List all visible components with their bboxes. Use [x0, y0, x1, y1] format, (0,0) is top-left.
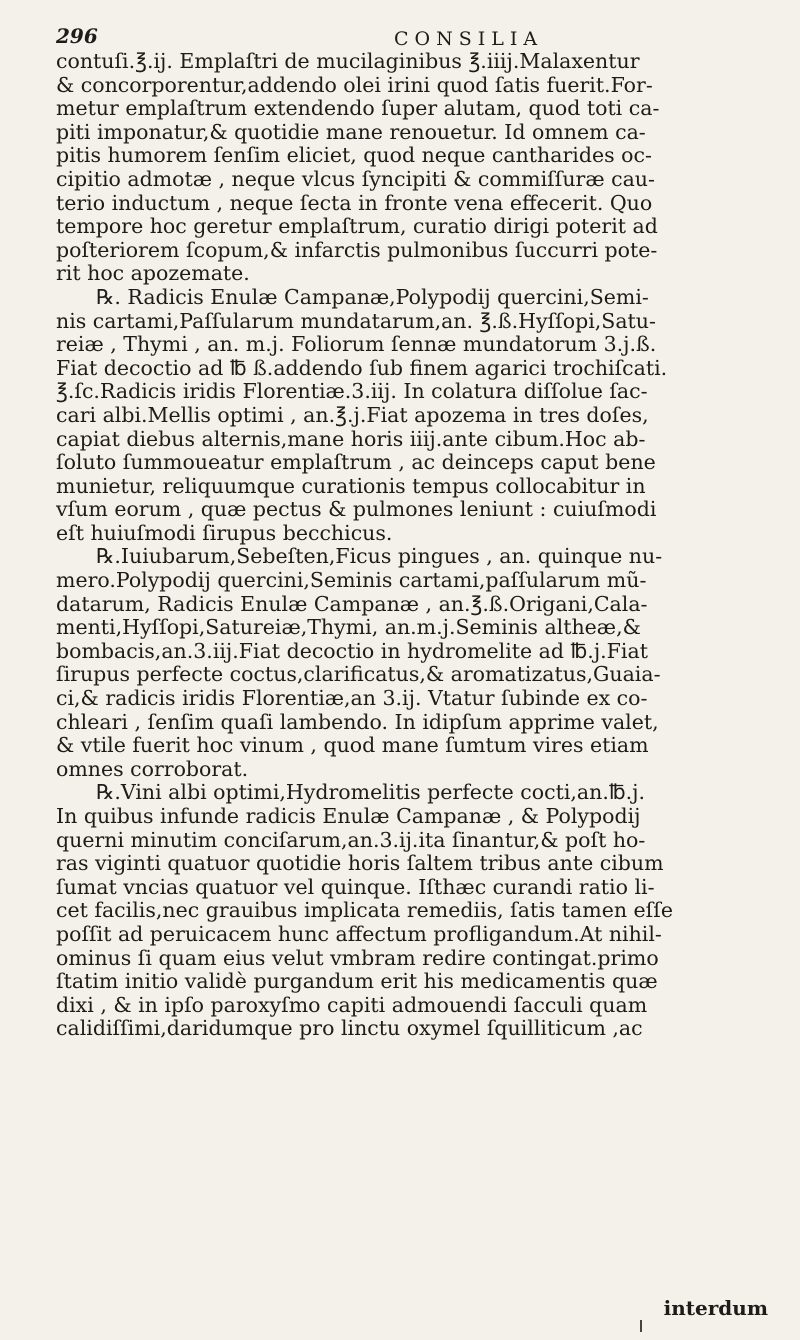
text-line: bombacis,an.3.iij.Fiat decoctio in hydromelite ad ℔.j.Fiat	[56, 639, 648, 663]
text-line: terio inductum , neque ſecta in fronte vena effecerit. Quo	[56, 191, 653, 215]
text-line: ominus ſi quam eius velut vmbram redire contingat.primo	[56, 946, 659, 970]
text-line: ſirupus perfecte coctus,clarificatus,& aromatizatus,Guaia-	[56, 663, 661, 687]
text-line: Fiat decoctio ad ℔ ß.addendo ſub finem agarici trochiſcati.	[56, 356, 668, 380]
text-line: In quibus infunde radicis Enulæ Campanæ , & Polypodij	[56, 805, 641, 828]
running-head: CONSILIA	[394, 28, 544, 50]
text-line: rit hoc apozemate.	[56, 262, 250, 286]
text-line: querni minutim conciſarum,an.3.ij.ita ſinantur,& poſt ho-	[56, 828, 646, 852]
page-header	[56, 10, 776, 50]
text-line: ſumat vncias quatuor vel quinque. Iſthæc curandi ratio li-	[56, 875, 655, 899]
page-body	[56, 50, 788, 1041]
text-line: mero.Polypodij quercini,Seminis cartami,paſſularum mũ-	[56, 569, 647, 593]
text-line: poſteriorem ſcopum,& infarctis pulmonibus ſuccurri pote-	[56, 238, 658, 262]
text-line: omnes corroborat.	[56, 757, 249, 781]
text-line: dixi , & in ipſo paroxyſmo capiti admouendi ſacculi quam	[56, 993, 648, 1017]
text-line: ras viginti quatuor quotidie horis ſaltem tribus ante cibum	[56, 852, 664, 876]
text-line: contuſi.℥.ij. Emplaſtri de mucilaginibus ℥.iiij.Malaxentur	[56, 50, 640, 73]
text-line: poſſit ad peruicacem hunc affectum profligandum.At nihil-	[56, 922, 662, 946]
text-line: metur emplaſtrum extendendo ſuper alutam, quod toti ca-	[56, 97, 660, 121]
text-line: menti,Hyſſopi,Satureiæ,Thymi, an.m.j.Seminis altheæ,&	[56, 616, 641, 640]
text-line: cipitio admotæ , neque vlcus ſyncipiti & commiſſuræ cau-	[56, 167, 655, 191]
text-line: datarum, Radicis Enulæ Campanæ , an.℥.ß.Origani,Cala-	[56, 592, 648, 616]
text-line: capiat diebus alternis,mane horis iiij.ante cibum.Hoc ab-	[56, 427, 646, 451]
text-line: pitis humorem ſenſim eliciet, quod neque cantharides oc-	[56, 144, 652, 168]
text-line: ℥.ſc.Radicis iridis Florentiæ.3.iij. In colatura diſſolue ſac-	[56, 380, 648, 404]
text-line: ℞.Iuiubarum,Sebeſten,Ficus pingues , an. quinque nu-	[96, 545, 663, 569]
ink-mark	[640, 1320, 642, 1332]
text-line: eſt huiuſmodi ſirupus becchicus.	[56, 521, 393, 545]
text-line: reiæ , Thymi , an. m.j. Foliorum ſennæ mundatorum 3.j.ß.	[56, 333, 657, 357]
text-line: ci,& radicis iridis Florentiæ,an 3.ij. Vtatur ſubinde ex co-	[56, 687, 648, 711]
text-line: vſum eorum , quæ pectus & pulmones leniunt : cuiuſmodi	[56, 498, 657, 522]
text-line: cari albi.Mellis optimi , an.℥.j.Fiat apozema in tres doſes,	[56, 403, 649, 427]
page-number: 296	[56, 24, 98, 48]
text-line: ℞. Radicis Enulæ Campanæ,Polypodij quercini,Semi-	[96, 285, 649, 309]
text-line: calidiſſimi,daridumque pro linctu oxymel ſquilliticum ,ac	[56, 1017, 643, 1041]
text-line: chleari , ſenſim quaſi lambendo. In idipſum apprime valet,	[56, 710, 659, 734]
text-line: & concorporentur,addendo olei irini quod ſatis fuerit.For-	[56, 73, 653, 97]
text-line: cet facilis,nec grauibus implicata remediis, ſatis tamen eſſe	[56, 899, 673, 923]
text-line: ſoluto ſummoueatur emplaſtrum , ac deinceps caput bene	[56, 451, 656, 475]
text-line: ℞.Vini albi optimi,Hydromelitis perfecte cocti,an.℔.j.	[96, 781, 646, 805]
text-line: nis cartami,Paſſularum mundatarum,an. ℥.ß.Hyſſopi,Satu-	[56, 309, 656, 333]
text-line: munietur, reliquumque curationis tempus collocabitur in	[56, 474, 646, 498]
text-line: piti imponatur,& quotidie mane renouetur. Id omnem ca-	[56, 120, 646, 144]
catchword: interdum	[663, 1296, 768, 1320]
text-line: tempore hoc geretur emplaſtrum, curatio dirigi poterit ad	[56, 215, 658, 239]
text-line: ſtatim initio validè purgandum erit his medicamentis quæ	[56, 970, 658, 994]
text-line: & vtile fuerit hoc vinum , quod mane ſumtum vires etiam	[56, 734, 649, 758]
